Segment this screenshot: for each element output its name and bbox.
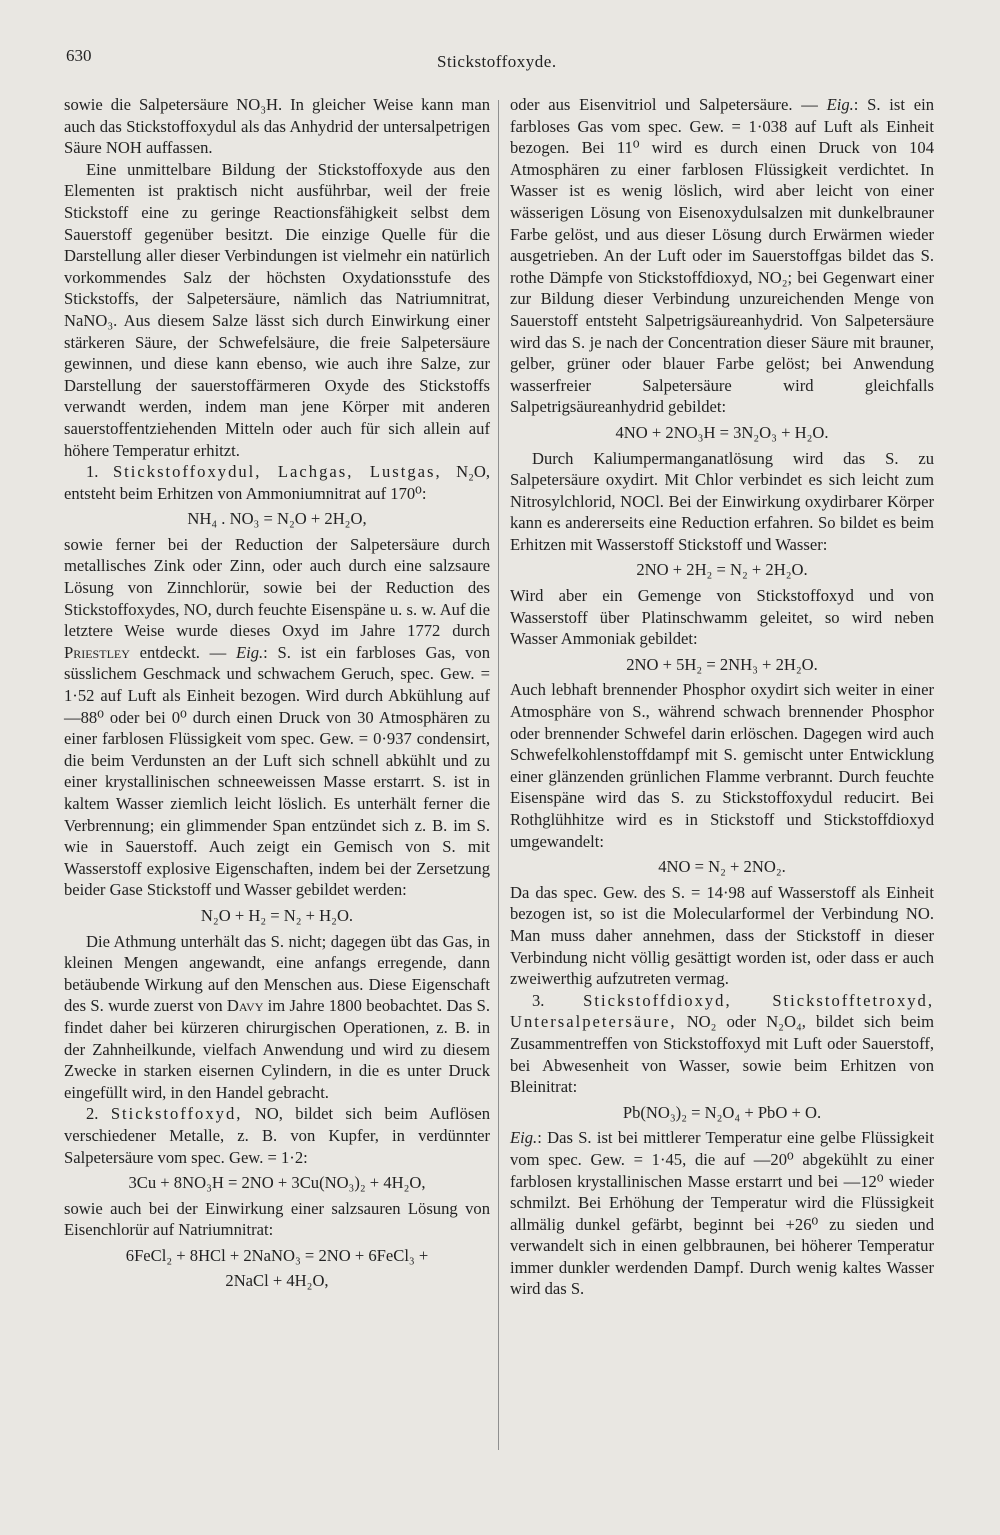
section-title: Stickstoffdioxyd, Stickstofftetroxyd, Untersalpetersäure,	[510, 990, 934, 1032]
text-run: : S. ist ein farbloses Gas, von süsslichem Geschmack und schwachem Geruch, spec. Gew. = 1·52 auf Luft als Einheit bezogen. Wird durch Abkühlung auf —88⁰ oder bei 0⁰ durch einen Druck von 30 Atmosphären zu einer farblosen Flüssigkeit vom spec. Gew. = 0·937 condensirt, die beim Verdunsten an der Luft sich schnell abkühlt und zu einer krystallinischen schneeweissen Masse erstarrt. S. ist in kaltem Wasser ziemlich leicht löslich. Es unterhält ferner die Verbrennung; ein glimmender Span entzündet sich z. B. im S. wie in Sauerstoff. Auch zeigt ein Gemisch von S. mit Wasserstoff explosive Eigenschaften, indem bei der Zersetzung beider Gase Stickstoff und Wasser gebildet werden:	[64, 642, 491, 900]
equation: 3Cu + 8NO₃H = 2NO + 3Cu(NO₃)₂ + 4H₂O,	[128, 1173, 426, 1193]
left-column	[64, 94, 490, 1296]
paragraph: sowie auch bei der Einwirkung einer salzsauren Lösung von Eisenchlorür auf Natriumnitrat:	[64, 1198, 490, 1240]
text-run: sowie ferner bei der Reduction der Salpetersäure durch metallisches Zink oder Zinn, oder auch durch eine salzsaure Lösung von Zinnchlorür, sowie bei der Reduction des Stickstoffoxydes, NO, durch feuchte Eisenspäne u. s. w. Auf die letztere Weise wurde dieses Oxyd im Jahre 1772 durch	[64, 534, 490, 641]
section-title: Stickstoffoxydul, Lachgas, Lustgas,	[112, 462, 442, 482]
text-run: oder aus Eisenvitriol und Salpetersäure. —	[510, 95, 818, 114]
eig-label: Eig.	[235, 642, 264, 662]
paragraph: Da das spec. Gew. des S. = 14·98 auf Wasserstoff als Einheit bezogen ist, so ist die Molecularformel der Verbindung NO. Man muss daher annehmen, dass der Stickstoff in dieser Verbindung nicht völlig gesättigt worden ist, oder dass er auch zweiwerthig aufzutreten vermag.	[510, 882, 934, 989]
section-1	[64, 461, 490, 504]
paragraph: Durch Kaliumpermanganatlösung wird das S. zu Salpetersäure oxydirt. Mit Chlor verbindet es sich leicht zum Nitrosylchlorid, NOCl. Bei der Einwirkung oxydirbarer Körper kann es andererseits eine Reduction erfahren. So bildet es beim Erhitzen mit Wasserstoff Stickstoff und Wasser:	[510, 448, 934, 554]
text-run: : Das S. ist bei mittlerer Temperatur eine gelbe Flüssigkeit vom spec. Gew. = 1·45, die auf —20⁰ abgekühlt zu einer farblosen krystallinischen Masse erstarrt und bei —12⁰ wieder schmilzt. Bei Erhöhung der Temperatur wird die Flüssigkeit allmälig dunkel gefärbt, beginnt bei +26⁰ zu sieden und verwandelt sich in einen gelbbraunen, bei höherer Temperatur immer dunkler werdenden Dampf. Durch wenig kaltes Wasser wird das S.	[510, 1128, 934, 1299]
paragraph: Eine unmittelbare Bildung der Stickstoffoxyde aus den Elementen ist praktisch nicht ausführbar, weil der freie Stickstoff eine zu geringe Reactionsfähigkeit selbst dem Sauerstoff gegenüber besitzt. Die einzige Quelle für die Darstellung aller dieser Verbindungen ist vielmehr ein natürlich vorkommendes Salz der höchsten Oxydationsstufe des Stickstoffs, der Salpetersäure, nämlich das Natriumnitrat, NaNO₃. Aus diesem Salze lässt sich durch Einwirkung einer stärkeren Säure, der Schwefelsäure, die freie Salpetersäure gewinnen, und diese kann ebenso, wie auch ihre Salze, zur Darstellung der sauerstoffärmeren Oxyde des Stickstoffs verwandt werden, indem man jene Körper mit anderen sauerstoffentziehenden Mitteln oder auch für sich allein auf höhere Temperatur erhitzt.	[64, 159, 490, 460]
section-text: N₂O, entsteht beim Erhitzen von Ammoniumnitrat auf 170⁰:	[64, 462, 491, 503]
page-number: 630	[66, 46, 92, 65]
equation: 4NO + 2NO₃H = 3N₂O₃ + H₂O.	[615, 422, 829, 442]
text-run: : S. ist ein farbloses Gas vom spec. Gew. = 1·038 auf Luft als Einheit bezogen. Bei 11⁰ wird es durch einen Druck von 104 Atmosphären zu einer farblosen Flüssigkeit verdichtet. In Wasser ist es wenig löslich, wird aber leicht von einer wässerigen Lösung von Eisenoxydulsalzen mit dunkelbrauner Farbe gelöst, und aus dieser Lösung durch Erwärmen wieder ausgetrieben. An der Luft oder im Sauerstoffgas bildet das S. rothe Dämpfe von Stickstoffdioxyd, NO₂; bei Gegenwart einer zur Bildung dieser Verbindung unzureichenden Menge von Sauerstoff entsteht Salpetrigsäureanhydrid. Von Salpetersäure wird das S. je nach der Concentration dieser Säure mit brauner, gelber, grüner oder blauer Farbe gelöst; bei Anwendung wasserfreier Salpetersäure wird gleichfalls Salpetrigsäureanhydrid gebildet:	[510, 95, 934, 417]
author-name: Davy	[226, 996, 264, 1016]
text-run: entdeckt. —	[139, 642, 227, 662]
equation: 2NaCl + 4H₂O,	[225, 1271, 329, 1291]
equation: 6FeCl₂ + 8HCl + 2NaNO₃ = 2NO + 6FeCl₃ +	[125, 1245, 429, 1265]
equation: NH₄ . NO₃ = N₂O + 2H₂O,	[187, 509, 367, 529]
equation: 2NO + 5H₂ = 2NH₃ + 2H₂O.	[626, 654, 818, 674]
author-name: Priestley	[64, 642, 130, 662]
section-number: 1.	[86, 462, 99, 482]
paragraph	[64, 931, 490, 1104]
section-text: NO, bildet sich beim Auflösen verschiedener Metalle, z. B. von Kupfer, in verdünnter Salpetersäure vom spec. Gew. = 1·2:	[64, 1104, 490, 1167]
paragraph: Wird aber ein Gemenge von Stickstoffoxyd und von Wasserstoff über Platinschwamm geleitet, so wird neben Wasser Ammoniak gebildet:	[510, 586, 934, 649]
eig-label: Eig.	[510, 1128, 538, 1148]
section-2	[64, 1103, 490, 1168]
section-number: 3.	[532, 990, 545, 1010]
section-number: 2.	[86, 1104, 99, 1124]
section-3	[510, 990, 934, 1098]
running-title: Stickstoffoxyde.	[437, 52, 557, 71]
column-rule	[498, 100, 499, 1450]
equation: Pb(NO₃)₂ = N₂O₄ + PbO + O.	[622, 1102, 822, 1122]
section-title: Stickstoffoxyd,	[110, 1104, 243, 1124]
equation: 4NO = N₂ + 2NO₂.	[658, 857, 786, 877]
paragraph	[64, 534, 490, 901]
equation: N₂O + H₂ = N₂ + H₂O.	[200, 905, 354, 925]
text-run: im Jahre 1800 beobachtet. Das S. findet daher bei kürzeren chirurgischen Operationen, z. B. in der Zahnheilkunde, vielfach Anwendung und wird zu diesem Zwecke in starken eisernen Cylindern, in die es unter Druck eingefüllt wird, in den Handel gebracht.	[64, 996, 490, 1102]
paragraph	[510, 94, 934, 418]
equation: 2NO + 2H₂ = N₂ + 2H₂O.	[636, 560, 808, 580]
paragraph	[510, 1127, 934, 1300]
right-column	[510, 94, 934, 1300]
text-run: Die Athmung unterhält das S. nicht; dagegen übt das Gas, in kleinen Mengen angewandt, eine anfangs erregende, dann betäubende Wirkung auf den Menschen aus. Diese Eigenschaft des S. wurde zuerst von	[64, 931, 490, 1016]
section-text: NO₂ oder N₂O₄, bildet sich beim Zusammentreffen von Stickstoffoxyd mit Luft oder Sauerstoff, bei Abwesenheit von Wasser, sowie beim Erhitzen von Bleinitrat:	[510, 1012, 934, 1097]
eig-label: Eig.	[826, 95, 854, 114]
paragraph: sowie die Salpetersäure NO₃H. In gleicher Weise kann man auch das Stickstoffoxydul als das Anhydrid der untersalpetrigen Säure NOH auffassen.	[64, 95, 490, 158]
paragraph: Auch lebhaft brennender Phosphor oxydirt sich weiter in einer Atmosphäre von S., während schwach brennender Phosphor oder brennender Schwefel darin erlöschen. Dagegen wird auch Schwefelkohlenstoffdampf mit S. gemischt unter Entwicklung einer glänzenden grünlichen Flamme verbrannt. Durch feuchte Eisenspäne wird das S. zu Stickstoffoxydul reducirt. Bei Rothglühhitze wird es in Stickstoff und Stickstoffdioxyd umgewandelt:	[510, 680, 934, 851]
